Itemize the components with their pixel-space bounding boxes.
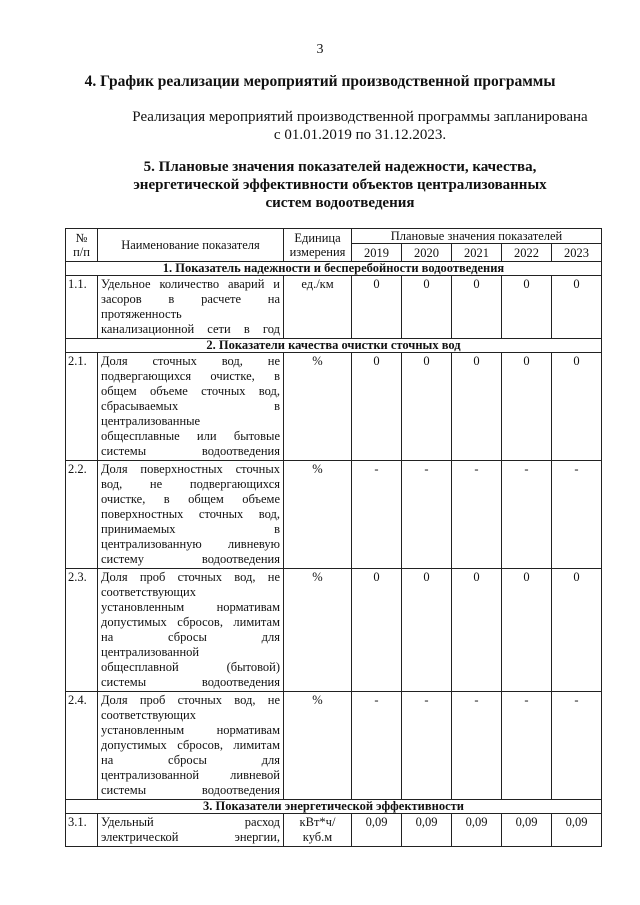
value-cell: 0 <box>402 569 452 692</box>
value-cell: 0 <box>352 276 402 339</box>
value-cell: - <box>352 461 402 569</box>
row-number: 3.1. <box>66 814 98 847</box>
section-5-title-line1: 5. Плановые значения показателей надежности, качества, <box>143 159 537 175</box>
header-planned: Плановые значения показателей <box>352 229 602 244</box>
value-cell: 0 <box>552 569 602 692</box>
section-4-text <box>110 108 610 144</box>
indicator-name-line: установленным нормативам <box>101 600 280 614</box>
indicator-name-line: Удельное количество аварий и <box>101 277 280 291</box>
indicator-name <box>98 814 284 847</box>
indicator-name-line: Удельный расход <box>101 815 280 829</box>
indicator-name <box>98 461 284 569</box>
value-cell: 0 <box>552 276 602 339</box>
unit-line: % <box>312 462 323 476</box>
unit-cell <box>284 461 352 569</box>
value-cell: - <box>552 692 602 800</box>
value-cell: - <box>502 692 552 800</box>
indicator-name-line: подвергающихся очистке, в <box>101 369 280 383</box>
section-heading: 2. Показатели качества очистки сточных вод <box>66 339 602 353</box>
section-heading: 3. Показатели энергетической эффективности <box>66 800 602 814</box>
value-cell: 0 <box>502 569 552 692</box>
unit-cell <box>284 692 352 800</box>
indicators-table <box>65 228 602 847</box>
value-cell: 0,09 <box>402 814 452 847</box>
section-5-title <box>80 158 600 212</box>
indicator-name-line: общесплавной (бытовой) <box>101 660 280 674</box>
header-year-2021: 2021 <box>452 244 502 262</box>
indicator-name-line: канализационной сети в год <box>101 322 280 336</box>
section-heading: 1. Показатель надежности и бесперебойности водоотведения <box>66 262 602 276</box>
indicator-name-line: очистке, в общем объеме <box>101 492 280 506</box>
section-5-title-line2: энергетической эффективности объектов централизованных <box>133 177 547 193</box>
table-row <box>66 353 602 461</box>
value-cell: - <box>452 461 502 569</box>
indicator-name-line: на сбросы для <box>101 630 280 644</box>
value-cell: 0,09 <box>502 814 552 847</box>
header-num-line1: № <box>75 231 88 245</box>
section-4-text-line1: Реализация мероприятий производственной программы запланирована <box>132 109 588 125</box>
value-cell: - <box>402 692 452 800</box>
indicator-name <box>98 353 284 461</box>
header-unit-line1: Единица <box>294 231 341 245</box>
unit-line: % <box>312 570 323 584</box>
indicator-name-line: вод, не подвергающихся <box>101 477 280 491</box>
table-row <box>66 569 602 692</box>
value-cell: 0 <box>452 569 502 692</box>
unit-cell <box>284 353 352 461</box>
indicator-name-line: систему водоотведения <box>101 552 280 566</box>
value-cell: - <box>402 461 452 569</box>
row-number: 2.4. <box>66 692 98 800</box>
header-unit-line2: измерения <box>289 245 346 259</box>
unit-line: ед./км <box>301 277 334 291</box>
header-name: Наименование показателя <box>98 229 284 262</box>
value-cell: 0,09 <box>552 814 602 847</box>
value-cell: - <box>502 461 552 569</box>
indicator-name-line: системы водоотведения <box>101 783 280 797</box>
indicator-name-line: электрической энергии, <box>101 830 280 844</box>
unit-cell <box>284 569 352 692</box>
section-row <box>66 339 602 353</box>
value-cell: 0 <box>352 353 402 461</box>
value-cell: 0 <box>502 353 552 461</box>
section-5-title-line3: систем водоотведения <box>265 195 415 211</box>
header-num-line2: п/п <box>73 245 90 259</box>
indicator-name-line: системы водоотведения <box>101 444 280 458</box>
table-row <box>66 276 602 339</box>
indicator-name-line: Доля проб сточных вод, не <box>101 693 280 707</box>
indicator-name <box>98 569 284 692</box>
indicator-name-line: централизованную ливневую <box>101 537 280 551</box>
indicator-name-line: установленным нормативам <box>101 723 280 737</box>
unit-cell <box>284 814 352 847</box>
indicator-name-line: засоров в расчете на <box>101 292 280 306</box>
unit-line: % <box>312 354 323 368</box>
indicator-name <box>98 276 284 339</box>
value-cell: 0 <box>502 276 552 339</box>
section-4-text-line2: с 01.01.2019 по 31.12.2023. <box>273 127 447 143</box>
indicator-name-line: протяженность <box>101 307 182 321</box>
indicator-name-line: централизованные <box>101 414 201 428</box>
row-number: 2.2. <box>66 461 98 569</box>
indicator-name-line: Доля поверхностных сточных <box>101 462 280 476</box>
section-row <box>66 800 602 814</box>
unit-cell <box>284 276 352 339</box>
section-row <box>66 262 602 276</box>
indicator-name-line: общем объеме сточных вод, <box>101 384 280 398</box>
value-cell: - <box>552 461 602 569</box>
header-year-2022: 2022 <box>502 244 552 262</box>
unit-line: куб.м <box>302 830 333 844</box>
row-number: 1.1. <box>66 276 98 339</box>
header-year-2020: 2020 <box>402 244 452 262</box>
indicator-name-line: принимаемых в <box>101 522 280 536</box>
table-row <box>66 692 602 800</box>
indicator-name-line: соответствующих <box>101 585 196 599</box>
indicator-name-line: централизованной ливневой <box>101 768 280 782</box>
value-cell: 0 <box>402 353 452 461</box>
indicator-name-line: централизованной <box>101 645 200 659</box>
value-cell: 0 <box>452 276 502 339</box>
section-4-title: 4. График реализации мероприятий производственной программы <box>84 73 556 90</box>
page-number: 3 <box>316 42 324 57</box>
header-year-2023: 2023 <box>552 244 602 262</box>
indicator-name-line: на сбросы для <box>101 753 280 767</box>
value-cell: - <box>352 692 402 800</box>
value-cell: 0 <box>402 276 452 339</box>
row-number: 2.3. <box>66 569 98 692</box>
indicator-name-line: сбрасываемых в <box>101 399 280 413</box>
indicator-name-line: поверхностных сточных вод, <box>101 507 280 521</box>
value-cell: 0,09 <box>352 814 402 847</box>
value-cell: 0 <box>552 353 602 461</box>
header-year-2019: 2019 <box>352 244 402 262</box>
indicator-name-line: системы водоотведения <box>101 675 280 689</box>
indicator-name <box>98 692 284 800</box>
table-row <box>66 461 602 569</box>
indicator-name-line: соответствующих <box>101 708 196 722</box>
indicator-name-line: допустимых сбросов, лимитам <box>101 738 280 752</box>
unit-line: кВт*ч/ <box>299 815 336 829</box>
value-cell: 0 <box>352 569 402 692</box>
header-unit <box>284 229 352 262</box>
table-row <box>66 814 602 847</box>
value-cell: 0,09 <box>452 814 502 847</box>
indicator-name-line: допустимых сбросов, лимитам <box>101 615 280 629</box>
unit-line: % <box>312 693 323 707</box>
value-cell: 0 <box>452 353 502 461</box>
indicator-name-line: Доля сточных вод, не <box>101 354 280 368</box>
row-number: 2.1. <box>66 353 98 461</box>
value-cell: - <box>452 692 502 800</box>
indicator-name-line: общесплавные или бытовые <box>101 429 280 443</box>
header-num <box>66 229 98 262</box>
indicator-name-line: Доля проб сточных вод, не <box>101 570 280 584</box>
